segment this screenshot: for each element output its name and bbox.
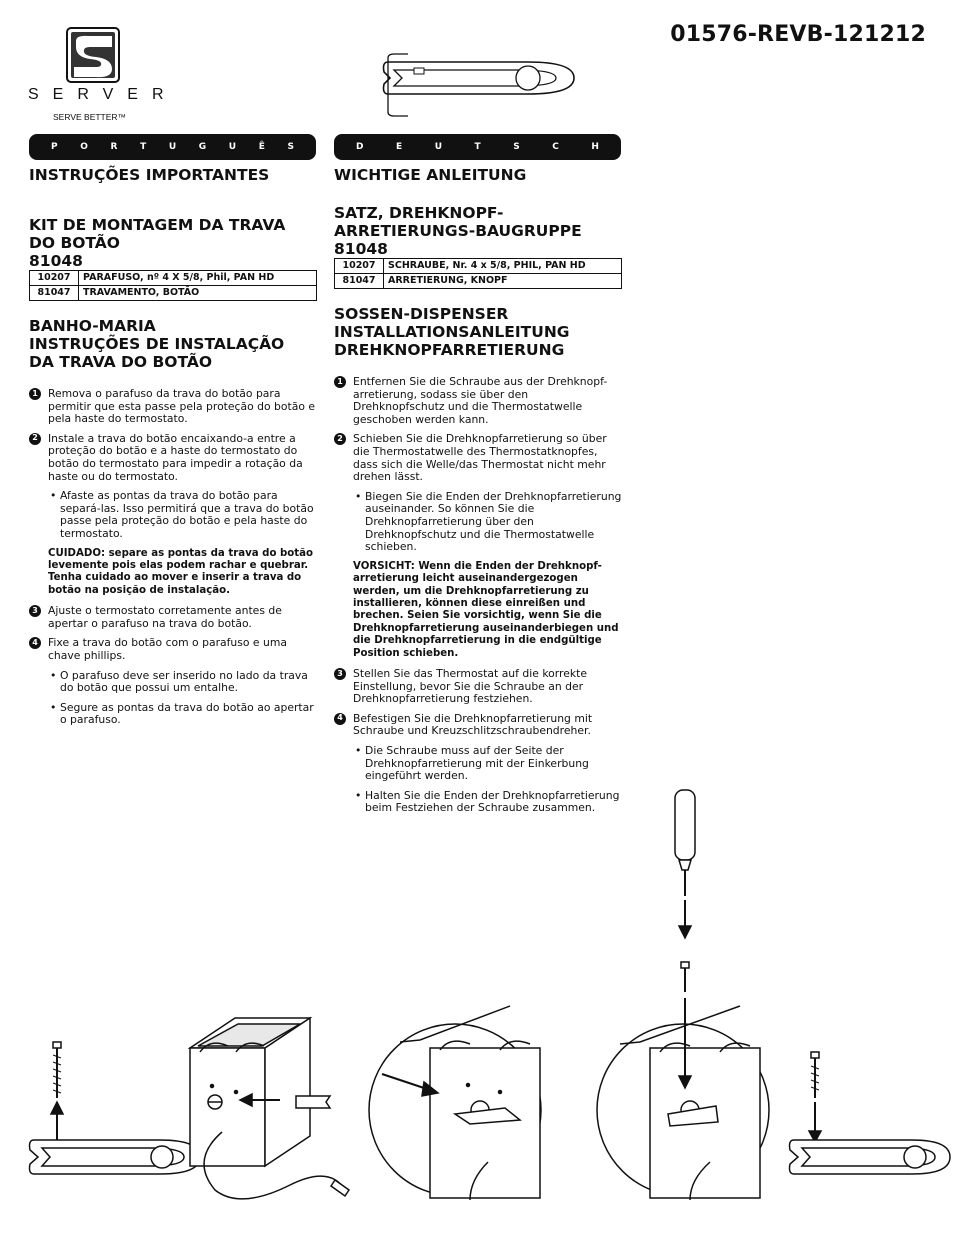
lang-letter: T [140, 142, 147, 152]
lang-letter: Ê [258, 142, 265, 152]
lang-letter: E [396, 142, 403, 152]
steps-list [334, 376, 622, 815]
lang-letter: S [513, 142, 520, 152]
part-code: 10207 [30, 271, 79, 286]
lang-letter: U [228, 142, 237, 152]
screw-insertion-illustration [790, 1052, 951, 1174]
caution-note: CUIDADO: separe as pontas da trava do botão levemente pois elas podem rachar e quebrar. Tenha cuidado ao mover e inserir a trava do botão na posição de instalação. [48, 547, 314, 596]
step-text: Entfernen Sie die Schraube aus der Drehknopf-arretierung, sodass sie über den Drehknopfschutz und die Thermostatwelle geschoben werden kann. [353, 375, 608, 426]
kit-title-line: ARRETIERUNGS-BAUGRUPPE [334, 222, 582, 240]
part-description: ARRETIERUNG, KNOPF [384, 274, 622, 289]
step-number-badge: 4 [334, 713, 346, 725]
part-description: TRAVAMENTO, BOTÃO [79, 286, 317, 301]
bullet-item: • Halten Sie die Enden der Drehknopfarretierung beim Festziehen der Schraube zusammen. [334, 790, 622, 815]
parts-table [29, 270, 317, 301]
lang-letter: S [287, 142, 294, 152]
part-code: 81047 [335, 274, 384, 289]
part-description: SCHRAUBE, Nr. 4 x 5/8, PHIL, PAN HD [384, 259, 622, 274]
language-bar-portuguese [29, 134, 316, 160]
caution-note: VORSICHT: Wenn die Enden der Drehknopf-arretierung leicht auseinandergezogen werden, um die Drehknopfarretierung zu installieren, können diese einreißen und brechen. Seien Sie vorsichtig, wenn Sie die Drehknopfarretierung auseinanderbiegen und die Drehknopfarretierung in die endgültige Position schieben. [353, 560, 619, 659]
step-number-badge: 2 [334, 433, 346, 445]
lang-letter: U [434, 142, 443, 152]
parts-table [334, 258, 622, 289]
step-number-badge: 2 [29, 433, 41, 445]
install-title-line: BANHO-MARIA [29, 317, 156, 335]
brand-tagline: SERVE BETTER™ [53, 112, 127, 122]
install-title-line: SOSSEN-DISPENSER [334, 305, 509, 323]
lang-letter: P [51, 142, 58, 152]
kit-number: 81048 [334, 240, 388, 258]
step-text: Schieben Sie die Drehknopfarretierung so über die Thermostatwelle des Thermostatknopfes, dass sich die Welle/das Thermostat nicht mehr drehen lässt. [353, 432, 607, 484]
table-row [335, 274, 622, 289]
kit-title-line: DO BOTÃO [29, 234, 120, 252]
step-4 [29, 637, 317, 662]
install-title-line: INSTRUÇÕES DE INSTALAÇÃO [29, 335, 285, 353]
important-heading: INSTRUÇÕES IMPORTANTES [29, 166, 270, 184]
step-4 [334, 713, 622, 738]
part-code: 10207 [335, 259, 384, 274]
install-title-line: INSTALLATIONSANLEITUNG [334, 323, 570, 341]
brand-name: SERVER [28, 86, 178, 103]
part-description: PARAFUSO, nº 4 X 5/8, Phil, PAN HD [79, 271, 317, 286]
kit-title-line: KIT DE MONTAGEM DA TRAVA [29, 216, 286, 234]
lang-letter: H [591, 142, 599, 152]
installation-illustrations [0, 780, 954, 1235]
kit-number: 81048 [29, 252, 83, 270]
step-text: Instale a trava do botão encaixando-a entre a proteção do botão e a haste do termostato do botão do termostato para impedir a rotação da haste ou do termostato. [48, 431, 303, 483]
step-number-badge: 4 [29, 637, 41, 649]
lang-letter: D [356, 142, 364, 152]
step-2 [334, 433, 622, 483]
detail-circle-2 [597, 1006, 769, 1200]
knob-lock-illustration [378, 50, 578, 120]
table-row [30, 286, 317, 301]
table-row [335, 259, 622, 274]
step-3 [334, 668, 622, 706]
step-number-badge: 3 [29, 605, 41, 617]
step-text: Befestigen Sie die Drehknopfarretierung mit Schraube und Kreuzschlitzschraubendreher. [353, 711, 593, 738]
lang-letter: G [198, 142, 207, 152]
step-text: Remova o parafuso da trava do botão para permitir que esta passe pela proteção do botão e pela haste do termostato. [48, 387, 316, 426]
step-3 [29, 605, 317, 630]
lang-letter: O [80, 142, 88, 152]
step-2 [29, 433, 317, 483]
document-number: 01576-REVB-121212 [670, 22, 926, 47]
bullet-item: • Biegen Sie die Enden der Drehknopfarretierung auseinander. So können Sie die Drehknopfarretierung über den Drehknopfschutz und die Thermostatwelle schieben. [334, 491, 622, 554]
lang-letter: T [474, 142, 481, 152]
step-text: Fixe a trava do botão com o parafuso e uma chave phillips. [48, 636, 287, 662]
screw-removal-illustration [30, 1042, 201, 1174]
kit-title-line: SATZ, DREHKNOPF- [334, 204, 504, 222]
steps-list [29, 388, 317, 727]
lang-letter: R [110, 142, 118, 152]
bullet-item: • O parafuso deve ser inserido no lado da trava do botão que possui um entalhe. [29, 670, 317, 695]
important-heading: WICHTIGE ANLEITUNG [334, 166, 527, 184]
step-number-badge: 3 [334, 668, 346, 680]
portuguese-column [29, 166, 317, 734]
bullet-item: • Die Schraube muss auf der Seite der Drehknopfarretierung mit der Einkerbung eingeführt werden. [334, 745, 622, 783]
step-text: Stellen Sie das Thermostat auf die korrekte Einstellung, bevor Sie die Schraube an der Drehknopfarretierung festziehen. [353, 666, 588, 706]
step-number-badge: 1 [334, 376, 346, 388]
step-number-badge: 1 [29, 388, 41, 400]
bullet-item: • Segure as pontas da trava do botão ao apertar o parafuso. [29, 702, 317, 727]
bullet-item: • Afaste as pontas da trava do botão para separá-las. Isso permitirá que a trava do botão passe pela proteção do botão e pela haste do termostato. [29, 490, 317, 540]
lang-letter: U [168, 142, 177, 152]
install-title-line: DA TRAVA DO BOTÃO [29, 353, 213, 371]
step-1 [334, 376, 622, 426]
install-title-line: DREHKNOPFARRETIERUNG [334, 341, 565, 359]
lang-letter: C [552, 142, 559, 152]
warmer-unit-illustration [190, 1018, 349, 1199]
part-code: 81047 [30, 286, 79, 301]
server-logo-icon [66, 27, 120, 83]
language-bar-german [334, 134, 621, 160]
table-row [30, 271, 317, 286]
step-1 [29, 388, 317, 426]
step-text: Ajuste o termostato corretamente antes de apertar o parafuso na trava do botão. [48, 604, 282, 630]
detail-circle-1 [369, 1006, 541, 1200]
german-column [334, 166, 622, 822]
